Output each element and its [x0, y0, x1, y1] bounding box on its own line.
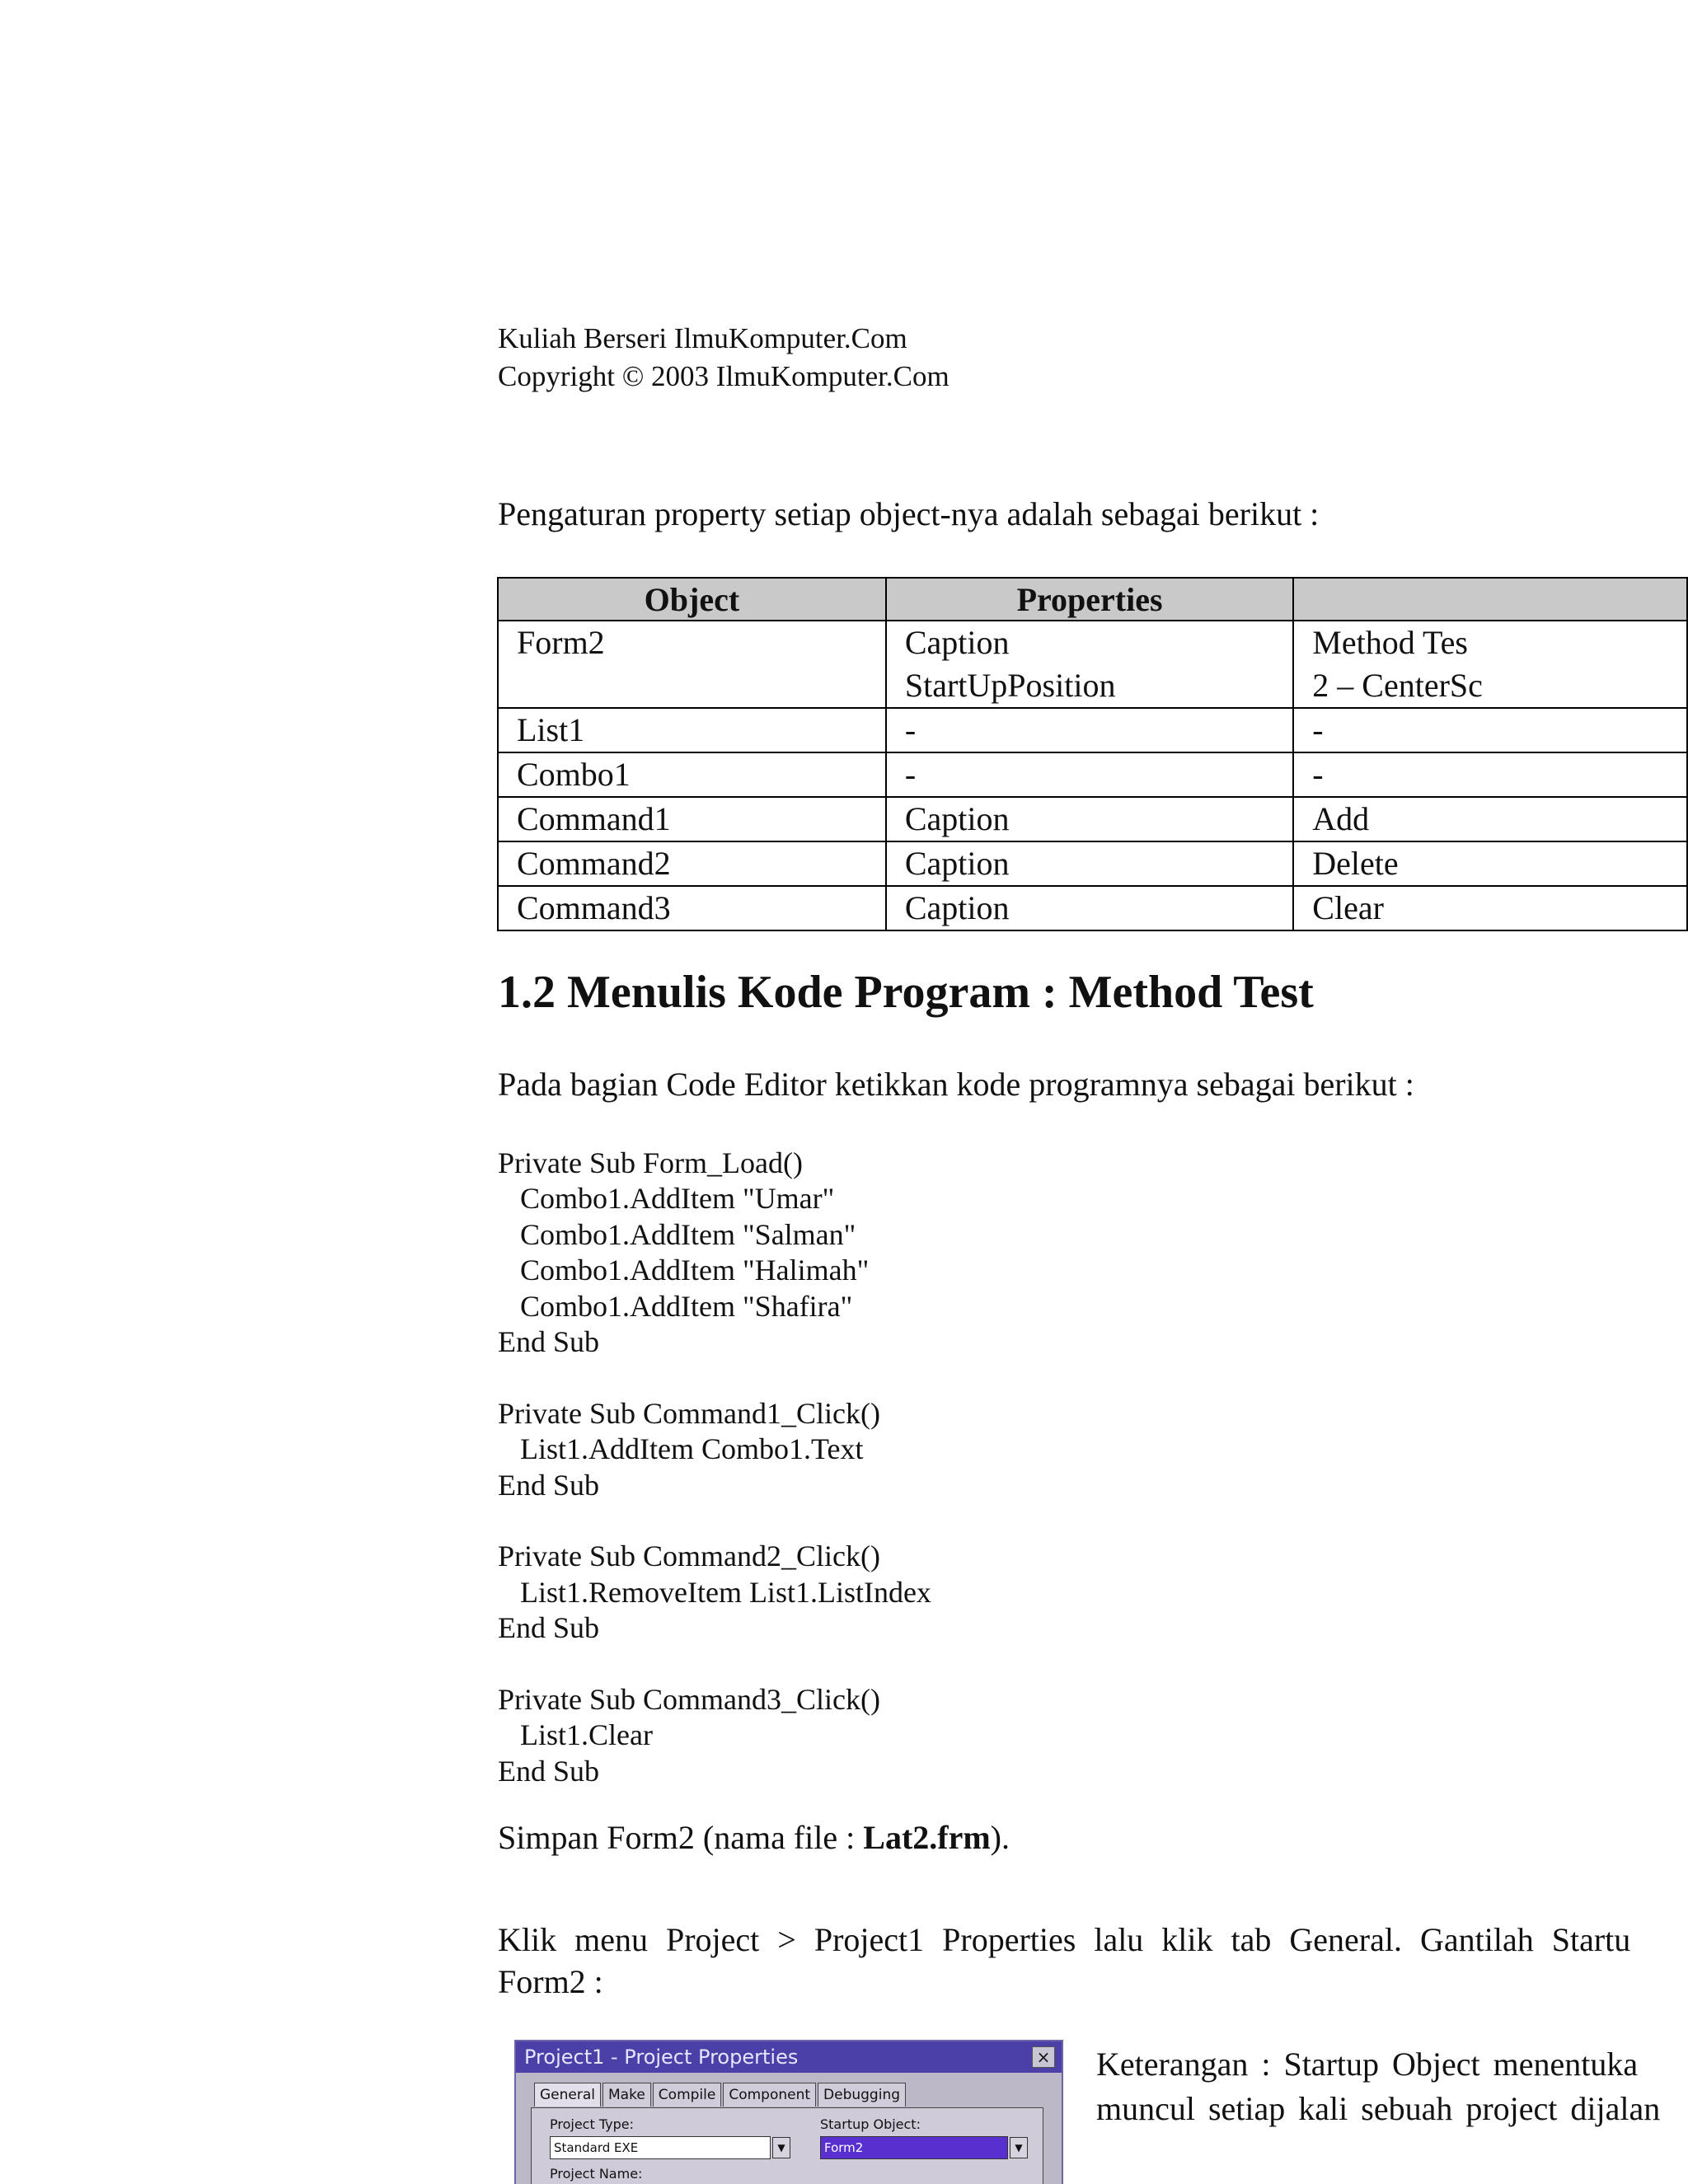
code-line: Combo1.AddItem "Salman"	[498, 1217, 856, 1251]
tab-debugging[interactable]: Debugging	[818, 2083, 906, 2107]
cell-object: Combo1	[498, 752, 886, 797]
code-block	[498, 1682, 931, 1789]
header-properties: Properties	[886, 578, 1293, 621]
save-prefix: Simpan Form2 (nama file :	[498, 1819, 864, 1856]
property-table	[497, 577, 1688, 931]
cell-object: Form2	[498, 621, 886, 708]
table-row	[498, 752, 1687, 797]
cell-properties-line: -	[904, 756, 917, 793]
cell-value-line: Add	[1312, 800, 1370, 837]
cell-value	[1293, 752, 1687, 797]
save-filename: Lat2.frm	[863, 1819, 991, 1856]
table-row	[498, 621, 1687, 708]
dialog-title-bar	[516, 2041, 1062, 2073]
tab-compile[interactable]: Compile	[653, 2083, 722, 2107]
project-type-label: Project Type:	[550, 2116, 634, 2132]
cell-value	[1293, 841, 1687, 886]
project-properties-dialog	[514, 2040, 1063, 2184]
code-listing	[498, 1146, 931, 1825]
code-line: End Sub	[498, 1468, 600, 1502]
tab-general[interactable]: General	[534, 2083, 601, 2107]
header-series: Kuliah Berseri IlmuKomputer.Com	[498, 322, 907, 354]
table-row	[498, 886, 1687, 930]
instruction-line-2: Form2 :	[498, 1963, 603, 2000]
cell-value-line: Method Tes	[1312, 624, 1468, 661]
code-line: End Sub	[498, 1754, 600, 1788]
code-line: Private Sub Command3_Click()	[498, 1683, 880, 1717]
cell-value-line: 2 – CenterSc	[1312, 667, 1483, 704]
dialog-tabs	[534, 2083, 907, 2107]
table-row	[498, 797, 1687, 841]
startup-object-select[interactable]: Form2	[820, 2136, 1008, 2159]
cell-properties	[886, 752, 1293, 797]
code-line: List1.RemoveItem List1.ListIndex	[498, 1575, 931, 1609]
cell-object: List1	[498, 708, 886, 752]
startup-note	[1096, 2042, 1660, 2131]
header-value	[1293, 578, 1687, 621]
cell-object: Command2	[498, 841, 886, 886]
code-line: End Sub	[498, 1611, 600, 1645]
table-intro: Pengaturan property setiap object-nya adalah sebagai berikut :	[498, 495, 1320, 532]
save-suffix: ).	[990, 1819, 1010, 1856]
table-row	[498, 841, 1687, 886]
cell-properties-line: -	[904, 711, 917, 748]
cell-properties-line: Caption	[904, 800, 1010, 837]
page-header	[498, 320, 950, 396]
cell-properties-line: Caption	[904, 889, 1010, 926]
cell-properties	[886, 621, 1293, 708]
code-line: Private Sub Form_Load()	[498, 1146, 803, 1179]
chevron-down-icon[interactable]: ▼	[1010, 2137, 1028, 2158]
code-line: List1.AddItem Combo1.Text	[498, 1432, 864, 1466]
cell-properties-line: Caption	[904, 845, 1010, 882]
cell-properties-line: StartUpPosition	[904, 667, 1116, 704]
cell-value-line: -	[1312, 711, 1324, 748]
cell-value	[1293, 708, 1687, 752]
cell-value-line: Clear	[1312, 889, 1384, 926]
tab-component[interactable]: Component	[723, 2083, 816, 2107]
cell-properties	[886, 886, 1293, 930]
project-instruction	[498, 1919, 1688, 2003]
cell-value	[1293, 886, 1687, 930]
note-line-1: Keterangan : Startup Object menentuka	[1096, 2046, 1639, 2083]
cell-value-line: -	[1312, 756, 1324, 793]
instruction-line-1: Klik menu Project > Project1 Properties lalu klik tab General. Gantilah Startu	[498, 1921, 1631, 1958]
code-line: List1.Clear	[498, 1718, 653, 1752]
note-line-2: muncul setiap kali sebuah project dijalan	[1096, 2090, 1661, 2127]
table-row	[498, 708, 1687, 752]
project-name-label: Project Name:	[550, 2166, 643, 2182]
code-line: Combo1.AddItem "Halimah"	[498, 1254, 870, 1287]
cell-value	[1293, 621, 1687, 708]
cell-properties	[886, 797, 1293, 841]
section-title: 1.2 Menulis Kode Program : Method Test	[498, 967, 1314, 1018]
project-type-select[interactable]: Standard EXE	[550, 2136, 771, 2159]
tab-make[interactable]: Make	[603, 2083, 651, 2107]
code-intro: Pada bagian Code Editor ketikkan kode programnya sebagai berikut :	[498, 1066, 1414, 1103]
header-object: Object	[498, 578, 886, 621]
cell-object: Command3	[498, 886, 886, 930]
table-header-row	[498, 578, 1687, 621]
cell-value-line: Delete	[1312, 845, 1399, 882]
startup-object-label: Startup Object:	[820, 2116, 921, 2132]
close-icon[interactable]: ×	[1032, 2046, 1055, 2068]
save-instruction	[498, 1818, 1010, 1857]
cell-properties-line: Caption	[904, 624, 1010, 661]
code-block	[498, 1396, 931, 1503]
code-line: End Sub	[498, 1325, 600, 1359]
code-line: Combo1.AddItem "Umar"	[498, 1182, 835, 1216]
chevron-down-icon[interactable]: ▼	[772, 2137, 790, 2158]
header-copyright: Copyright © 2003 IlmuKomputer.Com	[498, 360, 950, 392]
code-line: Combo1.AddItem "Shafira"	[498, 1289, 853, 1323]
cell-value	[1293, 797, 1687, 841]
dialog-title: Project1 - Project Properties	[524, 2046, 799, 2069]
cell-properties	[886, 708, 1293, 752]
code-block	[498, 1539, 931, 1646]
code-line: Private Sub Command2_Click()	[498, 1540, 880, 1573]
cell-object: Command1	[498, 797, 886, 841]
code-line: Private Sub Command1_Click()	[498, 1396, 880, 1430]
code-block	[498, 1146, 931, 1360]
cell-properties	[886, 841, 1293, 886]
general-tab-panel	[531, 2107, 1043, 2184]
